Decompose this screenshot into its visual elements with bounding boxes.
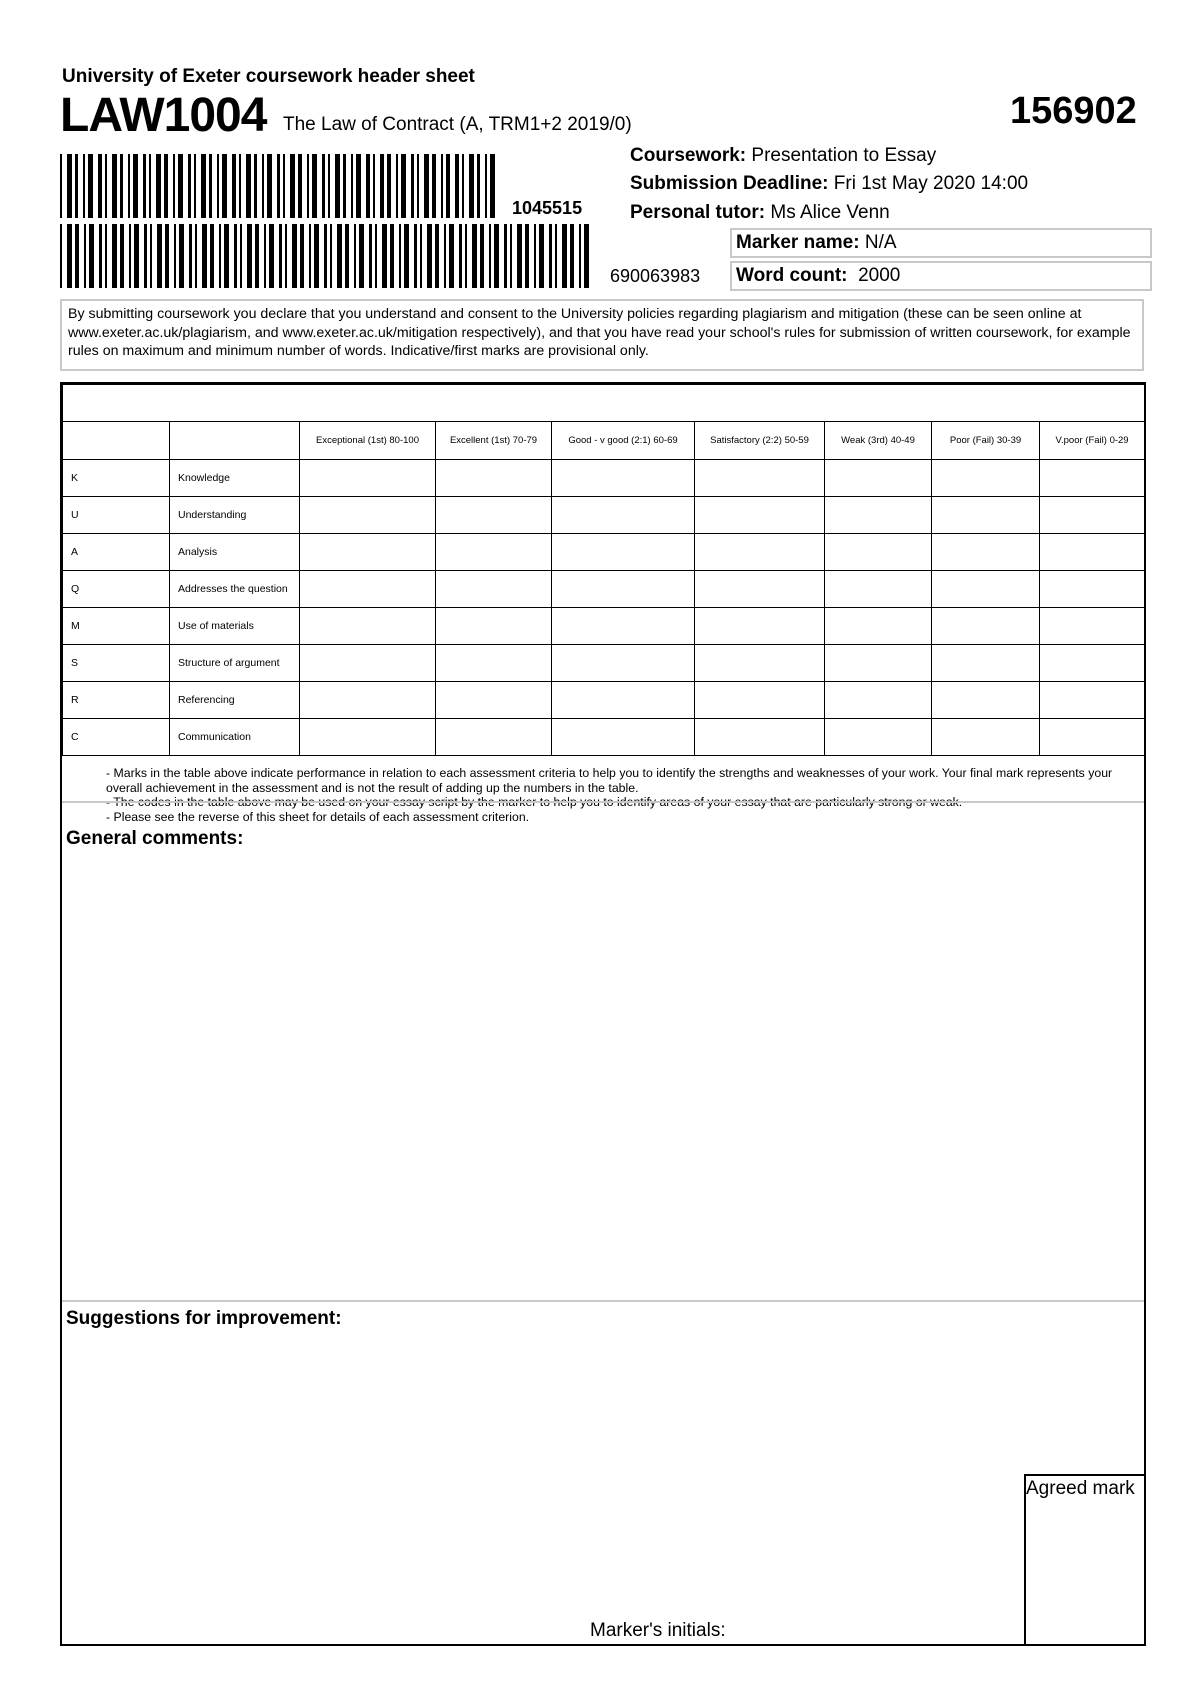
grade-cell[interactable] <box>695 608 825 645</box>
barcode-bar <box>178 154 183 218</box>
grade-cell[interactable] <box>1040 719 1145 756</box>
grade-cell[interactable] <box>300 571 436 608</box>
barcode-bar <box>459 224 463 288</box>
coursework-value: Presentation to Essay <box>751 145 937 166</box>
grade-cell[interactable] <box>825 719 932 756</box>
grade-cell[interactable] <box>1040 534 1145 571</box>
barcode-bar <box>432 154 435 218</box>
barcode-bar <box>534 224 536 288</box>
barcode-bar <box>174 224 176 288</box>
tutor-label: Personal tutor: <box>630 202 766 223</box>
grade-cell[interactable] <box>436 719 552 756</box>
barcode-bar <box>490 154 495 218</box>
barcode-bar <box>222 154 227 218</box>
barcode-bar <box>322 154 325 218</box>
barcode-1-number: 1045515 <box>512 198 583 218</box>
barcode-bar <box>67 224 72 288</box>
barcode-bar <box>324 224 328 288</box>
barcode-bar <box>98 154 101 218</box>
criterion-name: Referencing <box>170 682 300 719</box>
barcode-bar <box>510 224 512 288</box>
grade-cell[interactable] <box>695 571 825 608</box>
marking-frame <box>60 382 1146 1646</box>
grade-header: Excellent (1st) 70-79 <box>436 422 552 460</box>
barcode-bar <box>83 154 85 218</box>
barcode-bar <box>424 154 429 218</box>
criterion-code: M <box>63 608 170 645</box>
grade-cell[interactable] <box>300 460 436 497</box>
barcode-bar <box>525 224 529 288</box>
grade-cell[interactable] <box>300 497 436 534</box>
barcode-bar <box>156 154 161 218</box>
barcode-bar <box>89 224 94 288</box>
criterion-code: U <box>63 497 170 534</box>
criteria-table <box>62 384 1145 756</box>
barcode-bar <box>312 154 317 218</box>
barcode-bar <box>411 154 414 218</box>
criterion-row <box>63 682 1145 719</box>
word-count-box <box>730 261 1152 291</box>
barcode-bar <box>300 224 304 288</box>
grade-cell[interactable] <box>552 682 695 719</box>
grade-cell[interactable] <box>300 608 436 645</box>
barcode-bar <box>267 154 272 218</box>
grade-cell[interactable] <box>552 497 695 534</box>
grade-cell[interactable] <box>552 645 695 682</box>
criterion-row <box>63 719 1145 756</box>
barcode-bar <box>373 154 375 218</box>
barcode-bar <box>444 224 446 288</box>
barcode-bar <box>262 154 264 218</box>
barcode-bar <box>105 224 107 288</box>
barcode-bar <box>489 224 491 288</box>
barcode-bar <box>188 154 191 218</box>
grade-cell[interactable] <box>436 460 552 497</box>
grade-cell[interactable] <box>300 645 436 682</box>
marker-name-box <box>730 228 1152 258</box>
barcode-bar <box>194 154 196 218</box>
barcode-bar <box>292 224 297 288</box>
grade-cell[interactable] <box>932 497 1040 534</box>
barcode-bar <box>133 154 138 218</box>
barcode-bar <box>157 224 162 288</box>
barcode-bar <box>472 224 477 288</box>
barcode-bar <box>165 224 169 288</box>
notes <box>106 766 1142 824</box>
barcode-bar <box>477 154 480 218</box>
grade-cell[interactable] <box>695 460 825 497</box>
barcode-bar <box>579 224 581 288</box>
barcode-bar <box>173 154 175 218</box>
note-line: - Please see the reverse of this sheet for details of each assessment criterion. <box>106 809 530 824</box>
barcode-bar <box>75 224 79 288</box>
barcode-bar <box>67 154 72 218</box>
barcode-bar <box>517 224 522 288</box>
grade-cell[interactable] <box>1040 608 1145 645</box>
barcode-bar <box>414 224 418 288</box>
barcode-bar <box>120 224 124 288</box>
barcode-bar <box>290 154 295 218</box>
barcode-bar <box>209 154 212 218</box>
barcode-bar <box>335 154 340 218</box>
barcode-bar <box>435 224 439 288</box>
barcode-bar <box>307 154 309 218</box>
criterion-code: K <box>63 460 170 497</box>
grade-cell[interactable] <box>436 645 552 682</box>
barcode-bar <box>401 154 406 218</box>
barcode-bar <box>328 154 330 218</box>
barcode-bar <box>179 224 184 288</box>
barcode-bar <box>343 154 346 218</box>
barcode-bar <box>485 154 487 218</box>
barcode-bar <box>189 224 193 288</box>
marker-label: Marker name: <box>736 232 860 253</box>
barcode-bar <box>455 154 458 218</box>
barcode-bar <box>144 224 148 288</box>
criterion-code: A <box>63 534 170 571</box>
grade-cell[interactable] <box>932 460 1040 497</box>
grade-cell[interactable] <box>436 571 552 608</box>
grade-cell[interactable] <box>436 682 552 719</box>
grade-cell[interactable] <box>552 460 695 497</box>
grade-cell[interactable] <box>825 608 932 645</box>
grade-header: Weak (3rd) 40-49 <box>825 422 932 460</box>
barcode-bar <box>88 154 93 218</box>
barcode-2-number: 690063983 <box>610 266 701 286</box>
general-comments-heading: General comments: <box>66 828 244 849</box>
barcode-bar <box>404 224 409 288</box>
grade-cell[interactable] <box>695 719 825 756</box>
grade-cell[interactable] <box>932 682 1040 719</box>
grade-cell[interactable] <box>825 460 932 497</box>
barcode-bar <box>387 154 390 218</box>
barcode-bar <box>380 154 385 218</box>
grade-header: Good - v good (2:1) 60-69 <box>552 422 695 460</box>
criterion-name: Communication <box>170 719 300 756</box>
barcode-bar <box>255 224 259 288</box>
barcode-bar <box>330 224 332 288</box>
tutor-line <box>630 202 890 224</box>
grade-cell[interactable] <box>1040 460 1145 497</box>
barcode-bar <box>382 224 387 288</box>
barcode-bar <box>217 154 219 218</box>
barcode-bar <box>427 224 432 288</box>
barcode-bar <box>359 224 364 288</box>
barcode-bar <box>201 154 206 218</box>
barcode-bar <box>314 224 319 288</box>
table-title-row <box>63 385 1145 422</box>
grade-header: Satisfactory (2:2) 50-59 <box>695 422 825 460</box>
barcode-bar <box>375 224 377 288</box>
barcode-bar <box>417 154 419 218</box>
grade-cell[interactable] <box>300 719 436 756</box>
barcode-bar <box>232 154 235 218</box>
barcode-bar <box>128 154 130 218</box>
grade-cell[interactable] <box>825 682 932 719</box>
barcode-bar <box>480 224 484 288</box>
barcode-bar <box>150 224 152 288</box>
barcode-bar <box>75 154 78 218</box>
barcode-bar <box>449 224 454 288</box>
barcode-bar <box>345 224 349 288</box>
grade-cell[interactable] <box>300 682 436 719</box>
grade-cell[interactable] <box>552 534 695 571</box>
criterion-name: Knowledge <box>170 460 300 497</box>
barcode-bar <box>285 224 287 288</box>
grade-cell[interactable] <box>932 608 1040 645</box>
grade-cell[interactable] <box>695 497 825 534</box>
barcode-bar <box>99 224 103 288</box>
barcode-bar <box>60 224 62 288</box>
grade-cell[interactable] <box>932 645 1040 682</box>
criterion-name: Structure of argument <box>170 645 300 682</box>
criterion-code: C <box>63 719 170 756</box>
barcode-bar <box>366 154 369 218</box>
barcode-bar <box>84 224 86 288</box>
barcode-bar <box>120 154 123 218</box>
barcode-bar <box>494 224 499 288</box>
barcode-bar <box>143 154 146 218</box>
grade-cell[interactable] <box>1040 497 1145 534</box>
grade-header: Exceptional (1st) 80-100 <box>300 422 436 460</box>
barcode-bar <box>369 224 373 288</box>
barcode-bar <box>309 224 311 288</box>
candidate-number: 156902 <box>1010 90 1137 132</box>
grade-cell[interactable] <box>436 534 552 571</box>
barcode-bar <box>219 224 221 288</box>
barcode-bar <box>195 224 197 288</box>
barcode-bar <box>446 154 451 218</box>
barcode-bar <box>441 154 443 218</box>
grade-cell[interactable] <box>1040 645 1145 682</box>
agreed-mark-label: Agreed mark <box>1026 1478 1135 1499</box>
grade-header: V.poor (Fail) 0-29 <box>1040 422 1145 460</box>
criterion-name: Addresses the question <box>170 571 300 608</box>
barcode-1 <box>60 154 500 218</box>
barcode-bar <box>562 224 567 288</box>
barcode-bar <box>539 224 544 288</box>
grade-cell[interactable] <box>552 571 695 608</box>
grade-cell[interactable] <box>300 534 436 571</box>
barcode-bar <box>112 224 117 288</box>
barcode-bar <box>210 224 214 288</box>
criterion-name: Use of materials <box>170 608 300 645</box>
barcode-bar <box>465 224 467 288</box>
criterion-row <box>63 497 1145 534</box>
criterion-code: Q <box>63 571 170 608</box>
suggestions-heading: Suggestions for improvement: <box>66 1308 342 1329</box>
marker-initials-label: Marker's initials: <box>590 1620 726 1641</box>
barcode-bar <box>390 224 394 288</box>
deadline-line <box>630 173 1028 195</box>
barcode-bar <box>247 224 252 288</box>
wordcount-value: 2000 <box>858 265 901 286</box>
barcode-bar <box>246 154 251 218</box>
barcode-bar <box>420 224 422 288</box>
barcode-bar <box>549 224 553 288</box>
deadline-value: Fri 1st May 2020 14:00 <box>833 173 1029 194</box>
barcode-bar <box>337 224 342 288</box>
grade-cell[interactable] <box>695 534 825 571</box>
barcode-bar <box>202 224 207 288</box>
barcode-bar <box>277 154 280 218</box>
barcode-bar <box>240 224 242 288</box>
barcode-bar <box>164 154 167 218</box>
university-title: University of Exeter coursework header sheet <box>62 66 475 87</box>
grade-cell[interactable] <box>825 497 932 534</box>
criterion-code: S <box>63 645 170 682</box>
divider <box>62 801 1144 803</box>
criterion-code: R <box>63 682 170 719</box>
grade-header: Poor (Fail) 30-39 <box>932 422 1040 460</box>
deadline-label: Submission Deadline: <box>630 173 829 194</box>
module-code: LAW1004 <box>60 89 267 142</box>
barcode-bar <box>504 224 508 288</box>
barcode-bar <box>555 224 557 288</box>
barcode-bar <box>254 154 257 218</box>
wordcount-label: Word count: <box>736 265 848 286</box>
grade-cell[interactable] <box>932 534 1040 571</box>
criterion-row <box>63 571 1145 608</box>
coursework-label: Coursework: <box>630 145 747 166</box>
barcode-bar <box>298 154 301 218</box>
barcode-bar <box>129 224 131 288</box>
barcode-bar <box>279 224 283 288</box>
barcode-bar <box>570 224 574 288</box>
grade-cell[interactable] <box>932 719 1040 756</box>
barcode-bar <box>60 154 62 218</box>
barcode-bar <box>112 154 117 218</box>
barcode-bar <box>224 224 229 288</box>
barcode-bar <box>399 224 401 288</box>
barcode-bar <box>351 154 353 218</box>
grade-cell[interactable] <box>932 571 1040 608</box>
grade-cell[interactable] <box>552 608 695 645</box>
module-title: The Law of Contract (A, TRM1+2 2019/0) <box>283 114 632 135</box>
barcode-bar <box>356 154 361 218</box>
declaration-text: By submitting coursework you declare that you understand and consent to the University policies regarding plagiarism and mitigation (these can be seen online at www.exeter.ac.uk/plagiarism, and www.exeter.ac.uk/mitigation respectively), and that you have read your school's rules for submission of written coursework, for example rules on maximum and minimum number of words. Indicative/first marks are provisional only. <box>60 299 1144 371</box>
criterion-row <box>63 460 1145 497</box>
criterion-name: Understanding <box>170 497 300 534</box>
barcode-bar <box>264 224 266 288</box>
barcode-bar <box>462 154 464 218</box>
criterion-row <box>63 645 1145 682</box>
barcode-2 <box>60 224 596 288</box>
tutor-value: Ms Alice Venn <box>770 202 890 223</box>
grade-cell[interactable] <box>436 608 552 645</box>
coursework-line <box>630 145 936 167</box>
barcode-bar <box>234 224 238 288</box>
barcode-bar <box>134 224 139 288</box>
barcode-bar <box>105 154 107 218</box>
grade-cell[interactable] <box>695 682 825 719</box>
criterion-row <box>63 534 1145 571</box>
grade-cell[interactable] <box>552 719 695 756</box>
criterion-name: Analysis <box>170 534 300 571</box>
barcode-bar <box>469 154 474 218</box>
grade-cell[interactable] <box>1040 682 1145 719</box>
grade-cell[interactable] <box>1040 571 1145 608</box>
barcode-bar <box>269 224 274 288</box>
grade-cell[interactable] <box>436 497 552 534</box>
barcode-bar <box>283 154 285 218</box>
grade-cell[interactable] <box>695 645 825 682</box>
grade-header-row <box>63 422 1145 460</box>
marker-value: N/A <box>864 232 897 253</box>
barcode-bar <box>354 224 356 288</box>
grade-cell[interactable] <box>825 571 932 608</box>
criterion-row <box>63 608 1145 645</box>
grade-cell[interactable] <box>825 534 932 571</box>
barcode-bar <box>239 154 241 218</box>
barcode-bar <box>149 154 151 218</box>
note-line: - Marks in the table above indicate performance in relation to each assessment criteria to help you to identify the strengths and weaknesses of your work. Your final mark represents your overall achievement in the assessment and is not the result of adding up the numbers in the table. <box>106 766 1113 795</box>
barcode-bar <box>396 154 398 218</box>
grade-cell[interactable] <box>825 645 932 682</box>
barcode-bar <box>584 224 589 288</box>
divider <box>62 1300 1144 1302</box>
